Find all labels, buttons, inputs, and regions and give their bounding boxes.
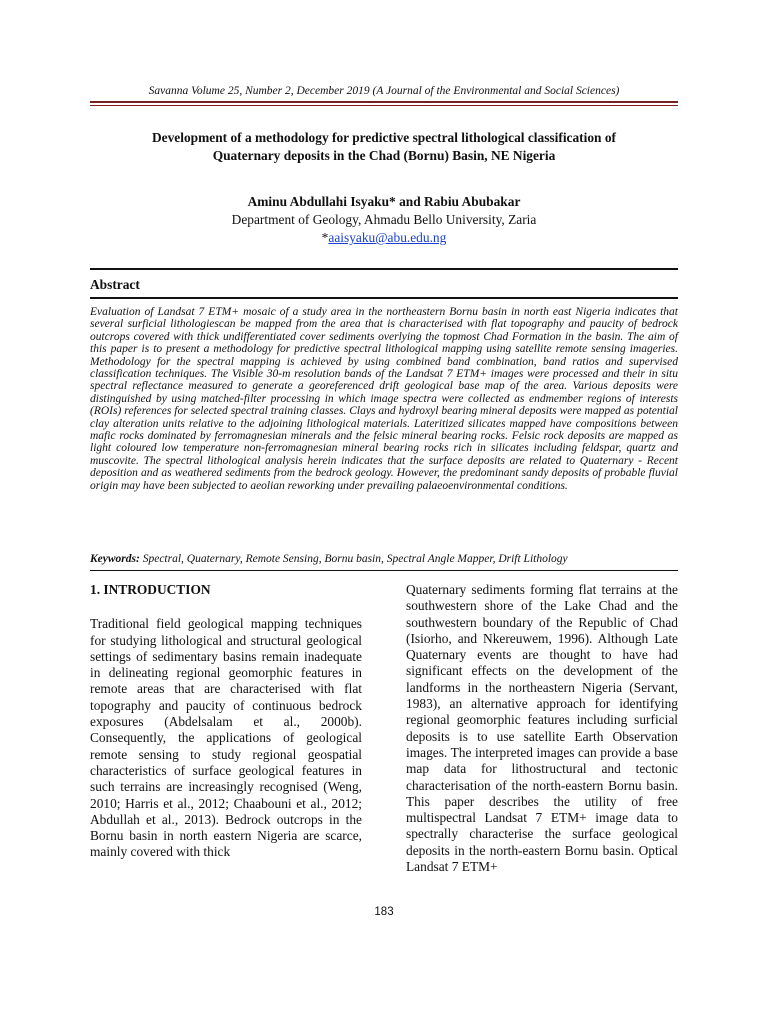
page-number: 183 [374, 906, 394, 918]
keywords-rule [90, 570, 678, 571]
author-block [90, 193, 678, 247]
introduction-left-paragraph: Traditional field geological mapping techniques for studying lithological and structural geological settings of sedimentary basins remain inadequate in delineating regional geomorphic features in remote areas that are characterised with flat topography and paucity of continuous bedrock exposures (Abdelsalam et al., 2000b). Consequently, the applications of geological remote sensing to study regional geospatial characteristics of surface geological features in such terrains are increasingly recognised (Weng, 2010; Harris et al., 2012; Chaabouni et al., 2012; Abdullah et al., 2013). Bedrock outcrops in the Bornu basin in north eastern Nigeria are scarce, mainly covered with thick [90, 616, 362, 860]
abstract-heading: Abstract [90, 277, 140, 292]
left-column [90, 582, 362, 861]
abstract-text: Evaluation of Landsat 7 ETM+ mosaic of a study area in the northeastern Bornu basin in north east Nigeria indicates that several surficial lithologiescan be mapped from the area that is characterised with flat topography and paucity of bedrock outcrops covered with thick undifferentiated cover sediments overlying the topmost Chad Formation in the basin. The aim of this paper is to present a methodology for predictive spectral lithological mapping using satellite remote sensing imageries. Methodology for the spectral mapping is achieved by using combined band combination, band ratios and supervised classification techniques. The Visible 30-m resolution bands of the Landsat 7 ETM+ images were processed and their in situ spectral reflectance measured to generate a georeferenced drift geological base map of the area. Various deposits were distinguished by using matched-filter processing in which image spectra were collected as endmember regions of interests (ROIs) references for selected spectral training classes. Clays and hydroxyl bearing mineral deposits were mapped as potential clay alteration units relative to the adjoining lithological materials. Lateritized silicates mapped have compositions between mafic rocks dominated by ferromagnesian minerals and the felsic mineral bearing rocks. Felsic rock deposits are mapped as light coloured low temperature non-ferromagnesian mineral bearing rocks rich in silicates including feldspar, quartz and muscovite. The spectral lithological analysis herein indicates that the surface deposits are related to Quaternary - Recent deposition and as weathered sediments from the bedrock geology. However, the predominant sandy deposits of probable fluvial origin may have been subjected to aeolian reworking under prevailing palaeoenvironmental conditions. [90, 306, 678, 492]
keywords-text: Spectral, Quaternary, Remote Sensing, Bornu basin, Spectral Angle Mapper, Drift Lithology [142, 553, 568, 565]
keywords-label: Keywords: [90, 553, 140, 565]
author-names: Aminu Abdullahi Isyaku* and Rabiu Abubakar [247, 194, 521, 209]
right-column [406, 582, 678, 875]
email-link[interactable]: aaisyaku@abu.edu.ng [328, 230, 447, 245]
abstract-top-rule [90, 268, 678, 270]
email-line [90, 229, 678, 247]
keywords-line [90, 553, 678, 565]
abstract-bottom-rule [90, 297, 678, 299]
article-title-line-1: Development of a methodology for predictive spectral lithological classification of [151, 130, 617, 145]
journal-header: Savanna Volume 25, Number 2, December 2019 (A Journal of the Environmental and Social Sciences) [148, 85, 620, 97]
introduction-heading: 1. INTRODUCTION [90, 582, 211, 597]
affiliation: Department of Geology, Ahmadu Bello University, Zaria [231, 212, 537, 227]
introduction-right-paragraph: Quaternary sediments forming flat terrains at the southwestern shore of the Lake Chad and the southwestern boundary of the Republic of Chad (Isiorho, and Nkereuwem, 1996). Although Late Quaternary events are thought to have had significant effects on the development of the landforms in the northeastern Nigeria (Servant, 1983), an alternative approach for identifying regional geomorphic features including surficial deposits is to use satellite Earth Observation images. The interpreted images can provide a base map data for lithostructural and tectonic characterisation of the north-eastern Bornu basin. This paper describes the utility of free multispectral Landsat 7 ETM+ image data to spectrally characterise the surface geological deposits in the north-eastern Bornu basin. Optical Landsat 7 ETM+ [406, 582, 678, 875]
article-title-line-2: Quaternary deposits in the Chad (Bornu) Basin, NE Nigeria [212, 148, 556, 163]
header-rule [90, 101, 678, 106]
article-title [90, 129, 678, 165]
email-prefix: * [321, 230, 329, 245]
